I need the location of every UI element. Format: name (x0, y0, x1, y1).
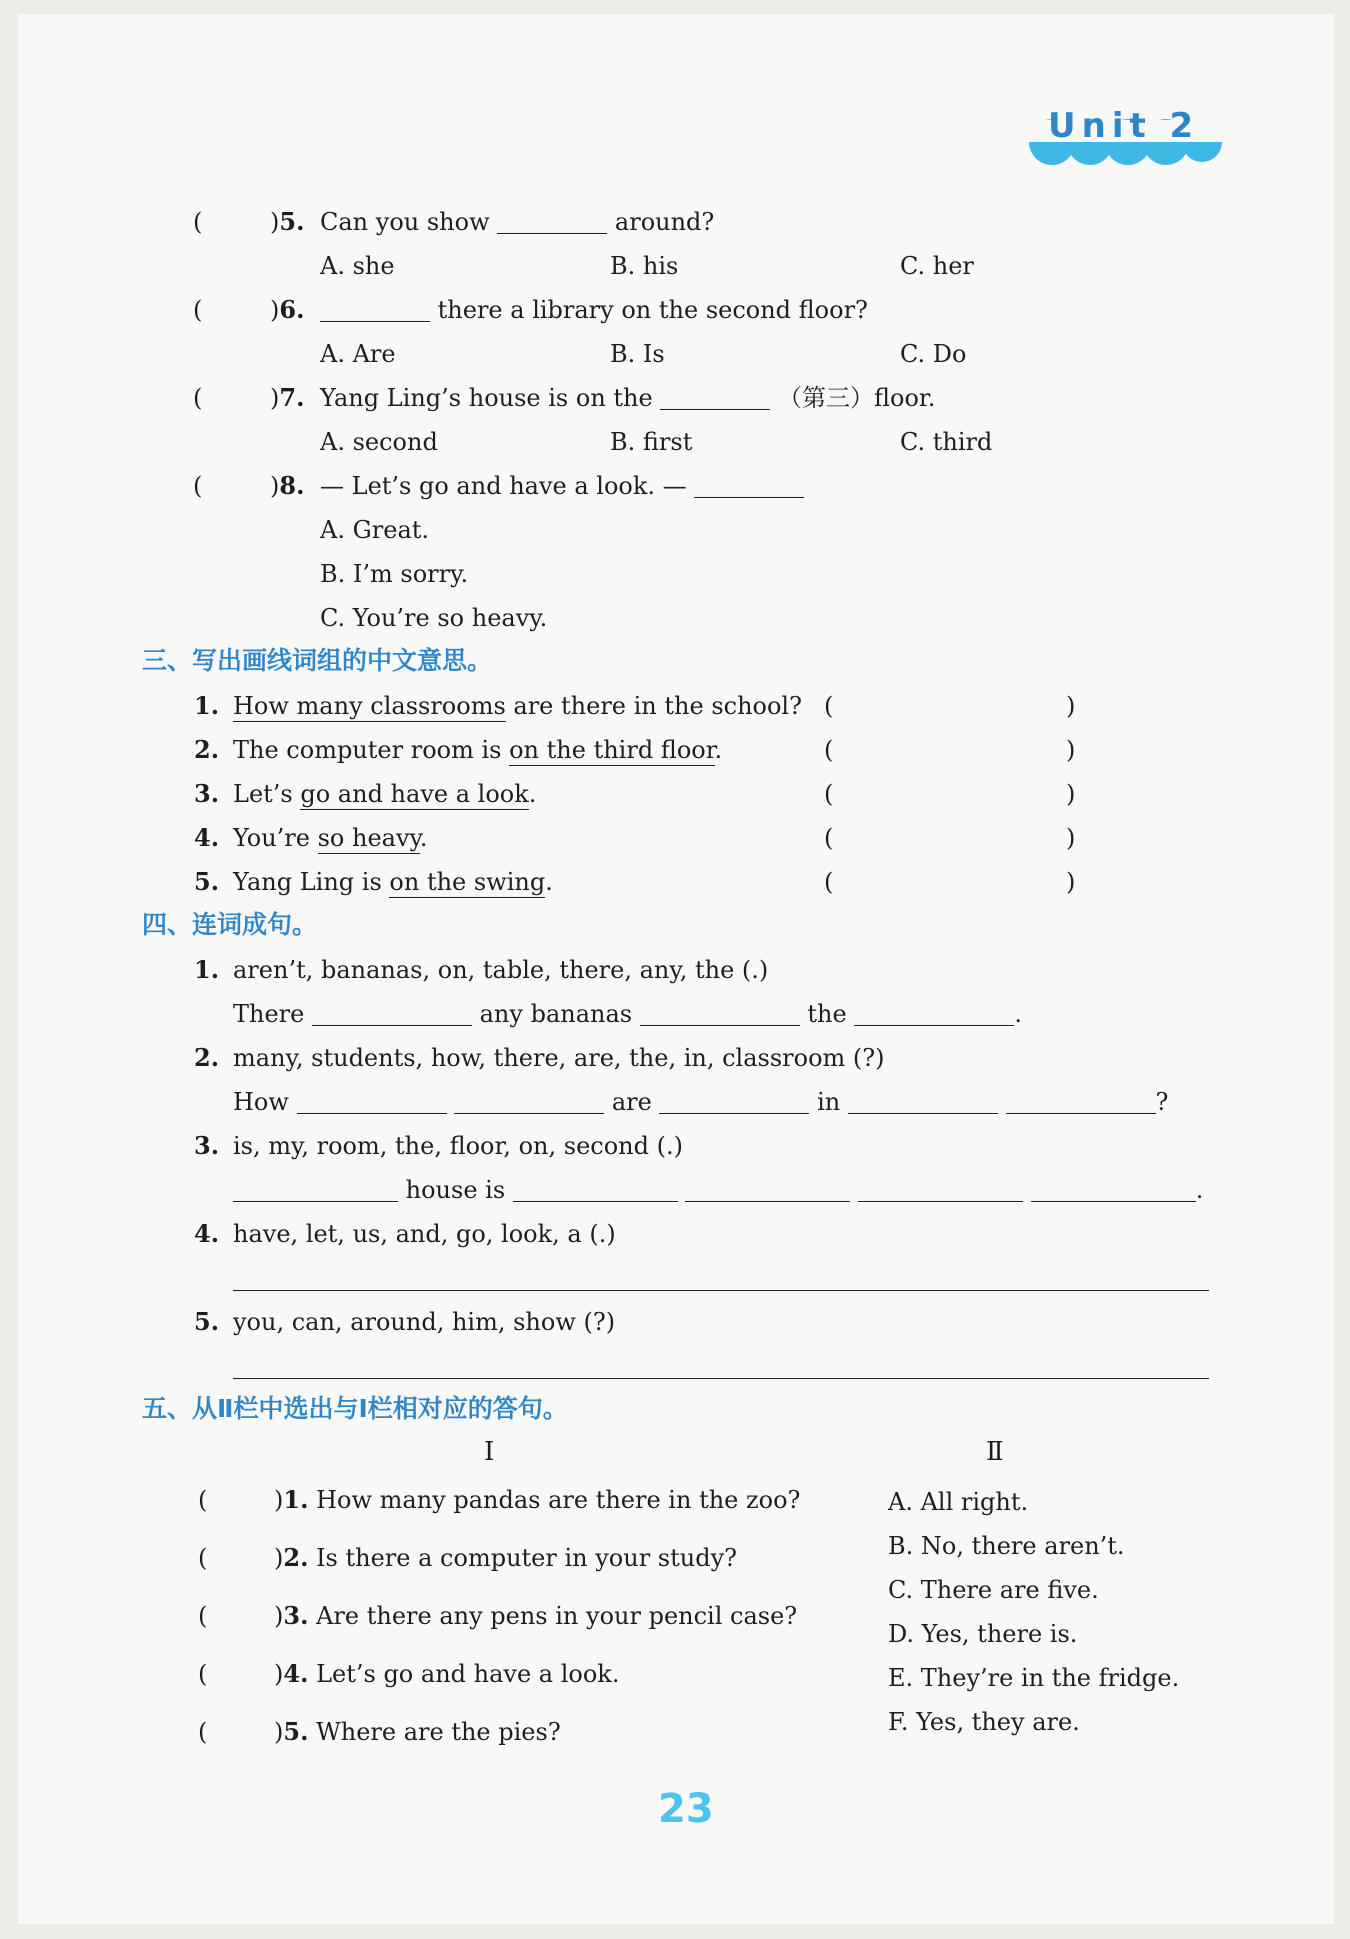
match-question: )4. Let’s go and have a look. (274, 1659, 620, 1688)
option[interactable]: A. Great. (320, 516, 430, 544)
question-text: there a library on the second floor? (320, 294, 868, 326)
answer-paren-close: ) (1066, 692, 1076, 720)
scrambled-words: you, can, around, him, show (?) (233, 1308, 616, 1336)
fill-blank[interactable] (640, 1002, 800, 1026)
section4-title: 四、连词成句。 (142, 910, 318, 939)
fill-blank[interactable] (1031, 1178, 1196, 1202)
fill-blank[interactable] (854, 1002, 1014, 1026)
scrambled-words: have, let, us, and, go, look, a (.) (233, 1220, 616, 1248)
option[interactable]: B. Is (610, 340, 665, 368)
match-answer: F. Yes, they are. (888, 1708, 1080, 1736)
item-number: 5. (194, 867, 220, 896)
answer-paren-close: ) (1066, 824, 1076, 852)
fill-blank[interactable] (694, 474, 804, 498)
sentence-frame: How are in ? (233, 1088, 1169, 1116)
answer-paren[interactable]: ( (193, 296, 203, 324)
answer-line[interactable] (233, 1290, 1209, 1291)
answer-paren[interactable]: ( (193, 384, 203, 412)
item-number: 4. (194, 1219, 220, 1248)
unit-badge: Unit 2 (1048, 106, 1200, 146)
fill-blank[interactable] (659, 1090, 809, 1114)
fill-blank[interactable] (685, 1178, 850, 1202)
worksheet-page (18, 14, 1334, 1924)
answer-paren-open[interactable]: ( (824, 780, 834, 808)
section5-title: 五、从Ⅱ栏中选出与Ⅰ栏相对应的答句。 (142, 1394, 568, 1423)
item-number: 2. (194, 735, 220, 764)
match-question: )3. Are there any pens in your pencil case? (274, 1601, 798, 1630)
match-question: )1. How many pandas are there in the zoo? (274, 1485, 801, 1514)
match-question: )2. Is there a computer in your study? (274, 1543, 738, 1572)
scrambled-words: is, my, room, the, floor, on, second (.) (233, 1132, 683, 1160)
item-number: 1. (194, 955, 220, 984)
fill-blank[interactable] (454, 1090, 604, 1114)
fill-blank[interactable] (858, 1178, 1023, 1202)
fill-blank[interactable] (513, 1178, 678, 1202)
column-1-header: Ⅰ (484, 1437, 495, 1467)
match-answer: A. All right. (888, 1488, 1029, 1516)
answer-paren[interactable]: ( (198, 1660, 208, 1688)
fill-blank[interactable] (660, 386, 770, 410)
sentence-frame: There any bananas the . (233, 1000, 1022, 1028)
item-sentence: How many classrooms are there in the school? (233, 692, 802, 720)
option[interactable]: A. she (320, 252, 395, 280)
option[interactable]: C. You’re so heavy. (320, 604, 548, 632)
scrambled-words: aren’t, bananas, on, table, there, any, the (.) (233, 956, 769, 984)
section3-title: 三、写出画线词组的中文意思。 (142, 646, 493, 675)
answer-paren[interactable]: ( (198, 1602, 208, 1630)
answer-paren[interactable]: ( (198, 1486, 208, 1514)
item-number: 3. (194, 779, 220, 808)
match-answer: C. There are five. (888, 1576, 1099, 1604)
column-2-header: Ⅱ (986, 1437, 1004, 1467)
question-7: )7. (270, 383, 305, 412)
question-text: Yang Ling’s house is on the （第三）floor. (320, 384, 936, 412)
option[interactable]: B. his (610, 252, 679, 280)
option[interactable]: C. third (900, 428, 993, 456)
answer-paren[interactable]: ( (198, 1718, 208, 1746)
option[interactable]: B. I’m sorry. (320, 560, 469, 588)
item-number: 5. (194, 1307, 220, 1336)
answer-paren[interactable]: ( (198, 1544, 208, 1572)
answer-paren-open[interactable]: ( (824, 868, 834, 896)
fill-blank[interactable] (848, 1090, 998, 1114)
answer-paren-open[interactable]: ( (824, 736, 834, 764)
option[interactable]: B. first (610, 428, 693, 456)
answer-paren[interactable]: ( (193, 208, 203, 236)
fill-blank[interactable] (497, 210, 607, 234)
fill-blank[interactable] (312, 1002, 472, 1026)
option[interactable]: A. Are (320, 340, 396, 368)
scrambled-words: many, students, how, there, are, the, in, classroom (?) (233, 1044, 885, 1072)
answer-paren-close: ) (1066, 868, 1076, 896)
match-answer: B. No, there aren’t. (888, 1532, 1125, 1560)
option[interactable]: A. second (320, 428, 438, 456)
sentence-frame: house is . (233, 1174, 1203, 1206)
item-number: 1. (194, 691, 220, 720)
answer-paren-close: ) (1066, 736, 1076, 764)
item-number: 3. (194, 1131, 220, 1160)
answer-line[interactable] (233, 1378, 1209, 1379)
item-sentence: Yang Ling is on the swing. (233, 868, 553, 896)
answer-paren-close: ) (1066, 780, 1076, 808)
match-question: )5. Where are the pies? (274, 1717, 561, 1746)
item-number: 2. (194, 1043, 220, 1072)
option[interactable]: C. Do (900, 340, 967, 368)
question-text: — Let’s go and have a look. — (320, 470, 804, 502)
item-sentence: You’re so heavy. (233, 824, 428, 852)
match-answer: E. They’re in the fridge. (888, 1664, 1180, 1692)
match-answer: D. Yes, there is. (888, 1620, 1078, 1648)
option[interactable]: C. her (900, 252, 974, 280)
answer-paren-open[interactable]: ( (824, 692, 834, 720)
question-text: Can you show around? (320, 208, 715, 236)
fill-blank[interactable] (1006, 1090, 1156, 1114)
answer-paren[interactable]: ( (193, 472, 203, 500)
page-number: 23 (658, 1786, 714, 1832)
question-8: )8. (270, 471, 305, 500)
item-sentence: Let’s go and have a look. (233, 780, 537, 808)
fill-blank[interactable] (320, 298, 430, 322)
question-5: )5. (270, 207, 305, 236)
fill-blank[interactable] (297, 1090, 447, 1114)
fill-blank[interactable] (233, 1178, 398, 1202)
question-6: )6. (270, 295, 305, 324)
item-sentence: The computer room is on the third floor. (233, 736, 723, 764)
item-number: 4. (194, 823, 220, 852)
answer-paren-open[interactable]: ( (824, 824, 834, 852)
